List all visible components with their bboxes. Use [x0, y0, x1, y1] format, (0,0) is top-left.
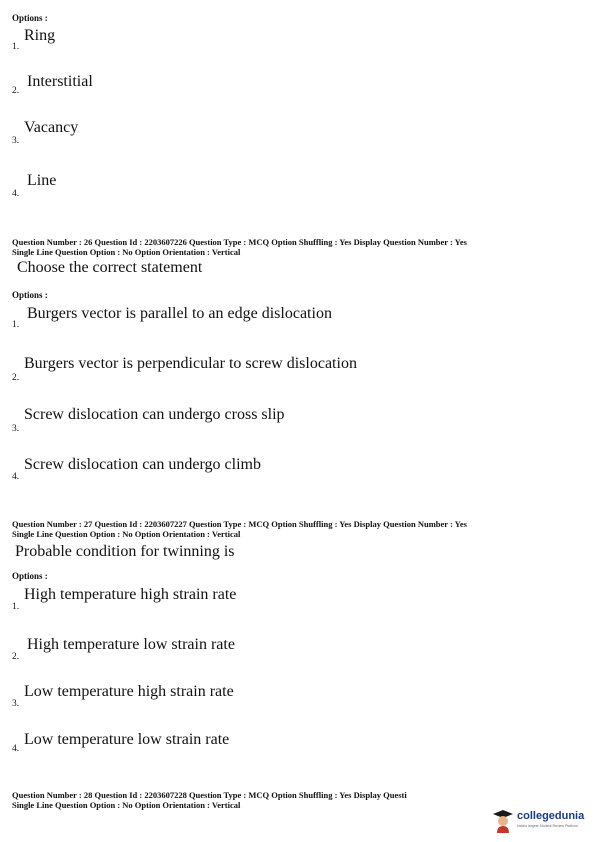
option-number: 2. — [12, 86, 20, 96]
option-number: 3. — [12, 136, 20, 146]
option-text: Burgers vector is parallel to an edge dislocation — [27, 305, 332, 322]
option-number: 3. — [12, 424, 20, 434]
option-number: 1. — [12, 602, 20, 612]
option-number: 4. — [12, 744, 20, 754]
options-label: Options : — [12, 290, 48, 300]
option-number: 2. — [12, 652, 20, 662]
question-meta: Question Number : 28 Question Id : 2203607228 Question Type : MCQ Option Shuffling : Yes Display Questi — [12, 790, 407, 800]
question-stem: Choose the correct statement — [17, 259, 203, 276]
options-label: Options : — [12, 13, 48, 23]
watermark-tagline: India's largest Student Review Platform — [517, 824, 578, 828]
option-text: High temperature high strain rate — [24, 586, 237, 603]
option-text: Interstitial — [27, 73, 93, 90]
question-meta: Single Line Question Option : No Option Orientation : Vertical — [12, 800, 241, 810]
watermark-name: collegedunia — [517, 810, 585, 822]
option-text: Line — [27, 172, 57, 189]
option-number: 3. — [12, 699, 20, 709]
question-meta: Question Number : 27 Question Id : 2203607227 Question Type : MCQ Option Shuffling : Yes Display Question Number : Yes — [12, 519, 467, 529]
options-label: Options : — [12, 571, 48, 581]
watermark-logo — [493, 807, 593, 835]
option-text: Vacancy — [24, 119, 79, 136]
option-number: 4. — [12, 189, 20, 199]
option-text: Burgers vector is perpendicular to screw dislocation — [24, 355, 357, 372]
option-number: 1. — [12, 320, 20, 330]
option-number: 1. — [12, 42, 20, 52]
option-text: Screw dislocation can undergo cross slip — [24, 406, 285, 423]
student-avatar-icon — [493, 809, 513, 833]
question-meta: Single Line Question Option : No Option Orientation : Vertical — [12, 529, 241, 539]
option-number: 2. — [12, 373, 20, 383]
option-text: Low temperature low strain rate — [24, 731, 230, 748]
option-number: 4. — [12, 472, 20, 482]
option-text: Low temperature high strain rate — [24, 683, 234, 700]
option-text: Screw dislocation can undergo climb — [24, 456, 261, 473]
option-text: High temperature low strain rate — [27, 636, 235, 653]
question-stem: Probable condition for twinning is — [15, 543, 235, 560]
question-meta: Question Number : 26 Question Id : 2203607226 Question Type : MCQ Option Shuffling : Yes Display Question Number : Yes — [12, 237, 467, 247]
question-meta: Single Line Question Option : No Option Orientation : Vertical — [12, 247, 241, 257]
option-text: Ring — [24, 27, 56, 44]
